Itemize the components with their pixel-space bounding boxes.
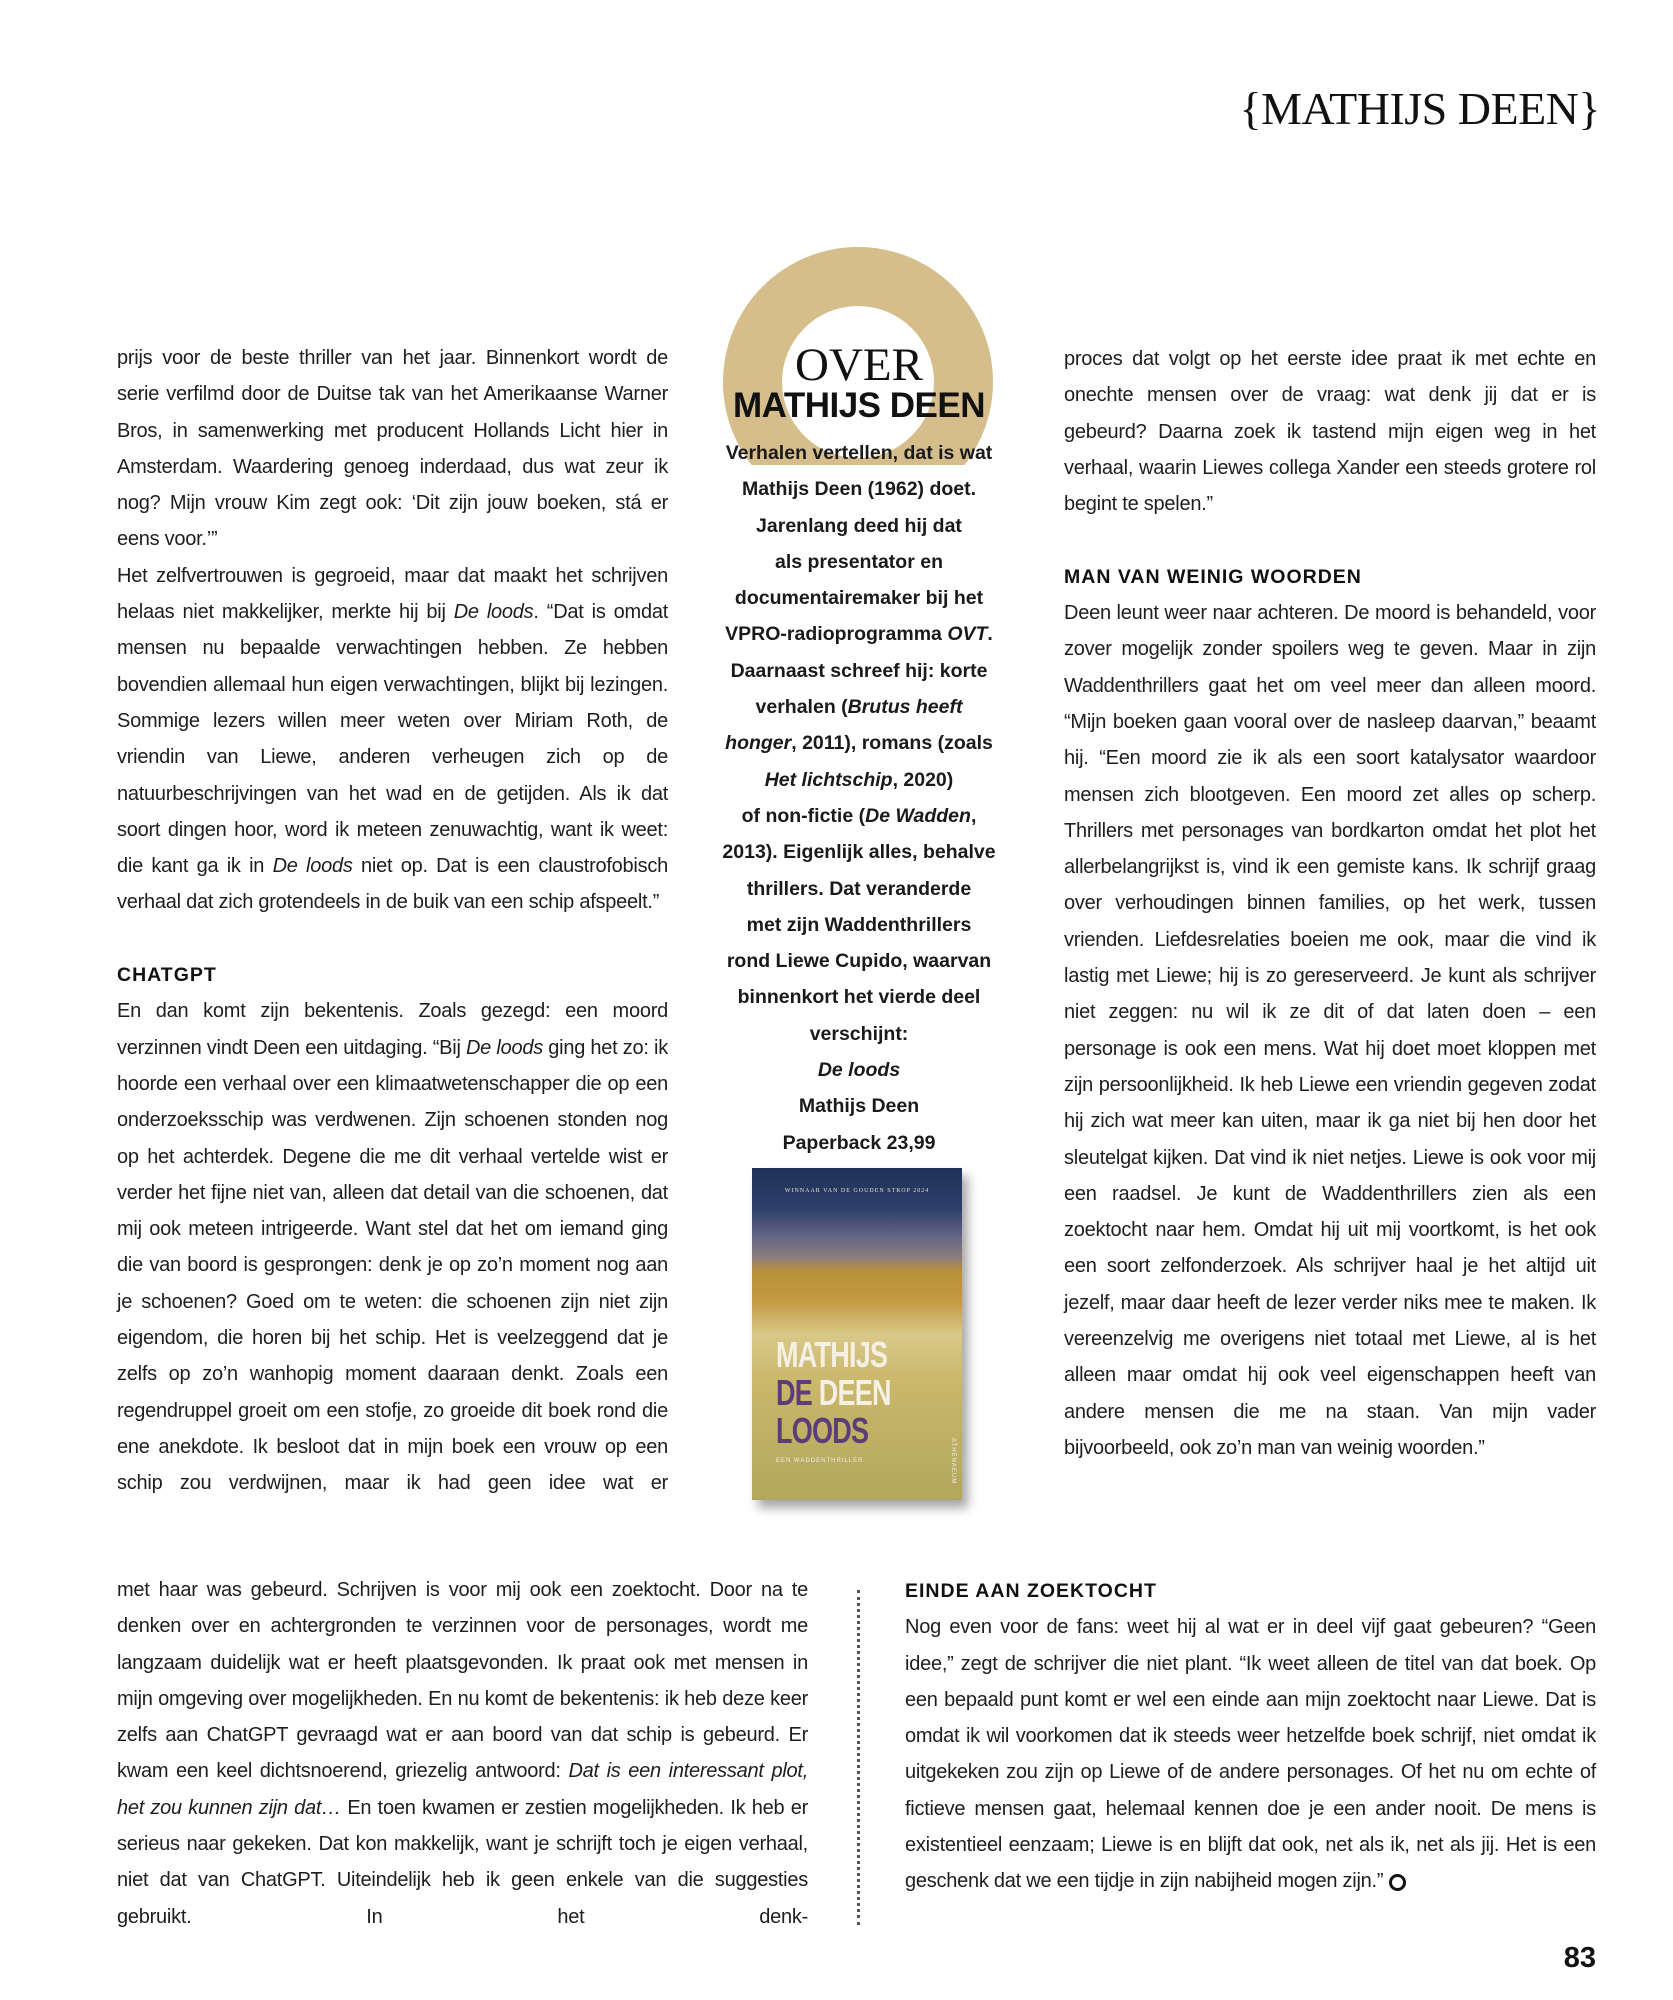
italic-text: OVT xyxy=(947,623,988,646)
text-run: Daarnaast schreef hij: korte xyxy=(730,659,988,682)
blurb-line xyxy=(699,435,1019,471)
text-run: En dan komt zijn bekentenis. Zoals gezegd: een moord verzinnen vindt Deen een uitdaging. “Bij xyxy=(117,1000,668,1059)
paragraph xyxy=(117,1572,808,1935)
blurb-line xyxy=(699,544,1019,580)
blurb-line xyxy=(699,1016,1019,1052)
blurb-line xyxy=(699,798,1019,834)
section-heading-einde-aan-zoektocht: EINDE AAN ZOEKTOCHT xyxy=(905,1580,1157,1602)
italic-text: De loods xyxy=(817,1059,901,1082)
book-award-line: WINNAAR VAN DE GOUDEN STROP 2024 xyxy=(784,1188,930,1194)
paragraph xyxy=(117,558,668,921)
dotted-divider xyxy=(857,1590,860,1925)
paragraph xyxy=(117,993,668,1501)
bottom-right-column xyxy=(905,1573,1596,1900)
italic-text: De loods xyxy=(272,855,353,878)
text-run: documentairemaker bij het xyxy=(734,587,984,610)
italic-text: De loods xyxy=(453,601,534,624)
italic-text: honger xyxy=(725,732,792,755)
book-cover-de-loods xyxy=(752,1168,962,1500)
blurb-line xyxy=(699,979,1019,1015)
paragraph xyxy=(1064,341,1596,522)
blurb-line xyxy=(699,1088,1019,1124)
sidebar-title-name: MATHIJS DEEN xyxy=(733,386,985,425)
text-run: , 2020) xyxy=(892,768,954,791)
blurb-line xyxy=(699,943,1019,979)
italic-text: Dat is een interessant plot, het zou kunnen zijn dat… xyxy=(117,1760,809,1819)
text-run: Mathijs Deen xyxy=(798,1095,920,1118)
blurb-line xyxy=(699,762,1019,798)
blurb-line xyxy=(699,471,1019,507)
blurb-line xyxy=(699,1052,1019,1088)
text-run: prijs voor de beste thriller van het jaar. Binnenkort wordt de serie verfilmd door de Duitse tak van het Amerikaanse Warner Bros, in samenwerking met producent Hollands Licht hier in Amsterdam. Waardering genoeg inderdaad, dus wat zeur ik nog? Mijn vrouw Kim zegt ook: ‘Dit zijn jouw boeken, stá er eens voor.’” xyxy=(117,347,668,551)
section-heading-chatgpt: CHATGPT xyxy=(117,964,217,987)
blurb-line xyxy=(699,653,1019,689)
paragraph xyxy=(905,1609,1596,1899)
blurb-line xyxy=(699,725,1019,761)
sidebar-title-over: OVER xyxy=(795,339,923,391)
book-line2 xyxy=(776,1374,891,1412)
text-run: , xyxy=(970,804,977,827)
text-run: 2013). Eigenlijk alles, behalve xyxy=(722,841,996,864)
text-run: Mathijs Deen (1962) doet. xyxy=(741,478,977,501)
section-heading-man-van-weinig-woorden: MAN VAN WEINIG WOORDEN xyxy=(1064,565,1362,588)
book-author-line1: MATHIJS xyxy=(776,1334,888,1375)
book-title-word2: LOODS xyxy=(776,1410,869,1451)
blurb-line xyxy=(699,508,1019,544)
text-run: . xyxy=(987,623,993,646)
text-run: ging het zo: ik hoorde een verhaal over een klimaatwetenschapper die op een onderzoeksschip was verdwenen. Zijn schoenen stonden nog op het achterdek. Degene die me dit verhaal vertelde wist er verder het fijne niet van, alleen dat detail van die schoenen, dat mij ook meteen intrigeerde. Want stel dat het om iemand ging die van boord is gesprongen: denk je op zo’n moment nog aan je schoenen? Goed om te weten: die schoenen zijn niet zijn eigendom, die horen bij het schip. Het is veelzeggend dat je zelfs op zo’n wanhopig moment daaraan denkt. Zoals een regendruppel groeit om een stofje, zo groeide dit boek rond die ene anekdote. Ik besloot dat in mijn boek een vrouw op een schip zou verdwijnen, maar ik had geen idee wat er xyxy=(117,1036,668,1495)
author-blurb xyxy=(699,435,1019,1161)
paragraph xyxy=(1064,595,1596,1466)
text-run: Jarenlang deed hij dat xyxy=(756,514,962,537)
paragraph-text xyxy=(905,1616,1596,1892)
blurb-line xyxy=(699,1125,1019,1161)
text-run: of non-fictie ( xyxy=(741,804,866,827)
running-header: {MATHIJS DEEN} xyxy=(1239,83,1600,134)
book-title-word1: DE xyxy=(776,1372,813,1413)
text-run: rond Liewe Cupido, waarvan xyxy=(726,950,992,973)
right-column xyxy=(1064,341,1596,1466)
text-run: verschijnt: xyxy=(809,1022,909,1045)
text-run: Het zelfvertrouwen is gegroeid, maar dat maakt het schrijven helaas niet makkelijker, merkte hij bij xyxy=(117,564,668,624)
italic-text: Brutus heeft xyxy=(847,696,963,719)
text-run: . “Dat is omdat mensen nu bepaalde verwachtingen hebben. Ze hebben bovendien allemaal hun eigen verwachtingen, blijkt bij lezingen. Sommige lezers willen meer weten over Miriam Roth, de vriendin van Liewe, anderen verheugen zich op de natuurbeschrijvingen van het wad en de getijden. Als ik dat soort dingen hoor, word ik meteen zenuwachtig, want ik weet: die kant ga ik in xyxy=(117,601,668,878)
text-run: Nog even voor de fans: weet hij al wat er in deel vijf gaat gebeuren? “Geen idee,” zegt de schrijver die niet plant. “Ik weet alleen de titel van dat boek. Op een bepaald punt komt er wel een einde aan mijn zoektocht naar Liewe. Dat is omdat ik wil voorkomen dat ik steeds weer hetzelfde boek schrijf, niet omdat ik uitgekeken zou zijn op Liewe of de andere personages. Of het nu om echte of fictieve mensen gaat, helemaal kennen doe je een ander nooit. De mens is existentieel eenzaam; Liewe is en blijft dat ook, net als ik, net als jij. Het is een geschenk dat we een tijdje in zijn nabijheid mogen zijn.” xyxy=(905,1616,1596,1893)
text-run: VPRO-radioprogramma xyxy=(725,623,948,646)
book-author-line2: DEEN xyxy=(818,1372,891,1413)
book-publisher: ATHENAEUM xyxy=(950,1438,956,1485)
left-column xyxy=(117,340,668,1502)
text-run: proces dat volgt op het eerste idee praat ik met echte en onechte mensen over de vraag: wat denk jij dat er is gebeurd? Daarna zoek ik tastend mijn eigen weg in het verhaal, waarin Liewes collega Xander een steeds grotere rol begint te spelen.” xyxy=(1064,348,1596,516)
text-run: binnenkort het vierde deel xyxy=(737,986,981,1009)
paragraph xyxy=(117,340,668,558)
blurb-line xyxy=(699,689,1019,725)
text-run: niet op. Dat is een claustrofobisch verhaal dat zich grotendeels in de buik van een schip afspeelt.” xyxy=(117,855,668,914)
blurb-line xyxy=(699,907,1019,943)
blurb-line xyxy=(699,834,1019,870)
text-run: met zijn Waddenthrillers xyxy=(746,913,972,936)
italic-text: De loods xyxy=(465,1036,543,1059)
blurb-line xyxy=(699,616,1019,652)
end-mark-icon xyxy=(1389,1874,1406,1891)
blurb-line xyxy=(699,580,1019,616)
book-subtitle: EEN WADDENTHRILLER xyxy=(776,1458,864,1464)
left-column-continuation xyxy=(117,1572,808,1935)
text-run: En toen kwamen er zestien mogelijkheden. Ik heb er serieus naar gekeken. Dat kon makkelijk, want je schrijft toch je eigen verhaal, niet dat van ChatGPT. Uiteindelijk heb ik geen enkele van die suggesties gebruikt. In het denk- xyxy=(117,1796,809,1928)
text-run: met haar was gebeurd. Schrijven is voor mij ook een zoektocht. Door na te denken over en achtergronden te verzinnen voor de personages, wordt me langzaam duidelijk wat er heeft plaatsgevonden. Ik praat ook met mensen in mijn omgeving over mogelijkheden. En nu komt de bekentenis: ik heb deze keer zelfs aan ChatGPT gevraagd wat er aan boord van dat schip is gebeurd. Er kwam een keel dichtsnoerend, griezelig antwoord: xyxy=(117,1579,808,1783)
text-run: Deen leunt weer naar achteren. De moord is behandeld, voor zover mogelijk zonder spoilers weg te geven. Maar in zijn Waddenthrillers gaat het om veel meer dan alleen moord. “Mijn boeken gaan vooral over de nasleep daarvan,” beaamt hij. “Een moord zie ik als een soort katalysator waardoor mensen zich blootgeven. Een moord zet alles op scherp. Thrillers met personages van bordkarton omdat het plot het allerbelangrijkst is, vind ik een gemiste kans. Ik schrijf graag over verhoudingen binnen families, op het werk, tussen vrienden. Liefdesrelaties boeien me ook, maar die vind ik lastig met Liewe; hij is zo gereserveerd. Je kunt als schrijver niet zeggen: nu wil ik ze dit of dat laten doen – een personage is ook een mens. Wat hij doet moet kloppen met zijn persoonlijkheid. Ik heb Liewe een vriendin gegeven zodat hij zich wat meer kan uiten, maar ik ga niet bij hen door het sleutelgat kijken. Dat vind ik niet netjes. Liewe is ook voor mij een raadsel. Je kunt de Waddenthrillers zien als een zoektocht naar hem. Omdat hij uit mij voortkomt, is het ook een soort zelfonderzoek. Als schrijver haal je het altijd uit jezelf, maar daar heeft de lezer verder niks mee te maken. Ik vereenzelvig me overigens niet totaal met Liewe, al is het alleen maar omdat hij ook veel eigenschappen heeft van andere mensen die me na staan. Van mijn vader bijvoorbeeld, ook zo’n man van weinig woorden.” xyxy=(1064,602,1596,1459)
italic-text: Het lichtschip xyxy=(764,768,893,791)
italic-text: De Wadden xyxy=(865,804,971,827)
page-number: 83 xyxy=(1563,1942,1596,1974)
text-run: thrillers. Dat veranderde xyxy=(746,877,972,900)
blurb-line xyxy=(699,871,1019,907)
text-run: verhalen ( xyxy=(755,696,848,719)
text-run: Verhalen vertellen, dat is wat xyxy=(725,442,993,464)
text-run: als presentator en xyxy=(775,550,943,573)
text-run: Paperback 23,99 xyxy=(782,1131,936,1154)
text-run: , 2011), romans (zoals xyxy=(791,732,993,755)
